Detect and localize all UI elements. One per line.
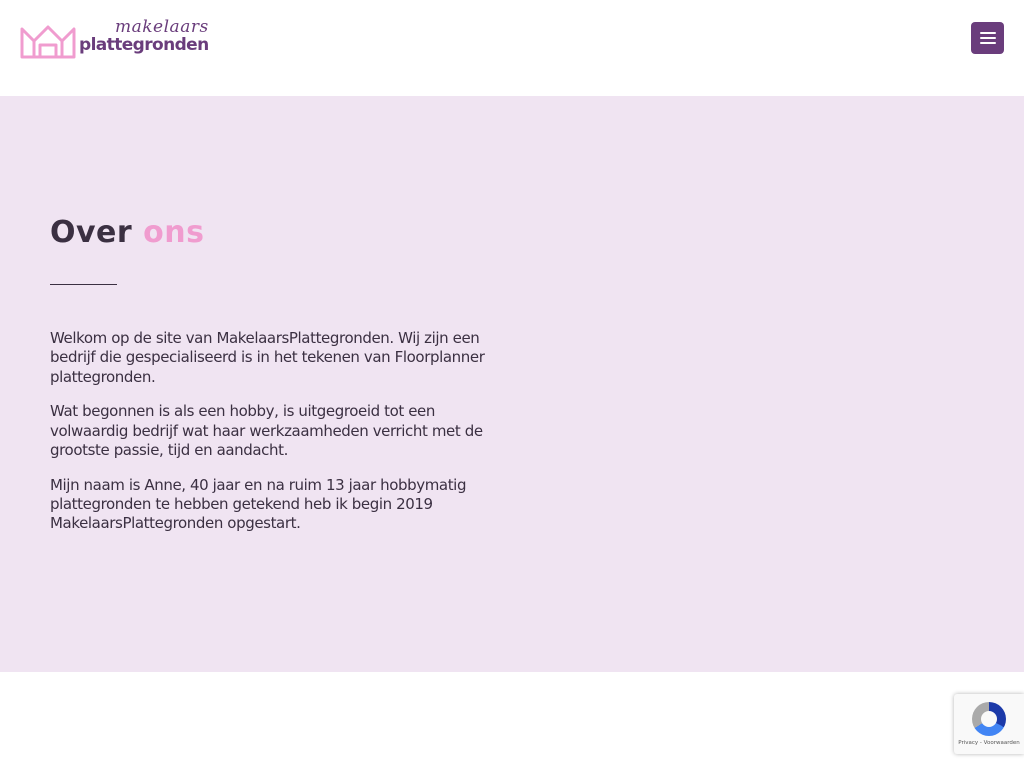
title-divider: [50, 284, 117, 285]
recaptcha-badge[interactable]: [954, 694, 1024, 754]
logo-word-text: plattegronden: [79, 35, 209, 55]
recaptcha-links[interactable]: Privacy - Voorwaarden: [958, 740, 1020, 746]
hamburger-menu-icon-line: [980, 37, 996, 39]
hamburger-menu-icon: [980, 32, 996, 34]
about-paragraph: Wat begonnen is als een hobby, is uitgegroeid tot een volwaardig bedrijf wat haar werkzaamheden verricht met de grootste passie, tijd en aandacht.: [50, 402, 483, 459]
about-title-main: Over: [50, 215, 133, 250]
about-title: [50, 215, 204, 250]
about-text: [50, 329, 495, 549]
hamburger-menu-icon-line: [980, 42, 996, 44]
about-section: [0, 96, 1024, 672]
recaptcha-icon: [972, 702, 1006, 736]
about-paragraph: Welkom op de site van MakelaarsPlattegronden. Wij zijn een bedrijf die gespecialiseerd is in het tekenen van Floorplanner plattegronden.: [50, 329, 485, 386]
site-header: [0, 0, 1024, 96]
logo-script-text: makelaars: [115, 17, 209, 37]
about-title-accent: ons: [143, 215, 205, 250]
about-paragraph: Mijn naam is Anne, 40 jaar en na ruim 13 jaar hobbymatig plattegronden te hebben getekend heb ik begin 2019 MakelaarsPlattegronden opgestart.: [50, 475, 467, 533]
house-logo-icon: [20, 21, 76, 59]
site-logo[interactable]: [20, 18, 210, 62]
menu-button[interactable]: [971, 22, 1004, 54]
